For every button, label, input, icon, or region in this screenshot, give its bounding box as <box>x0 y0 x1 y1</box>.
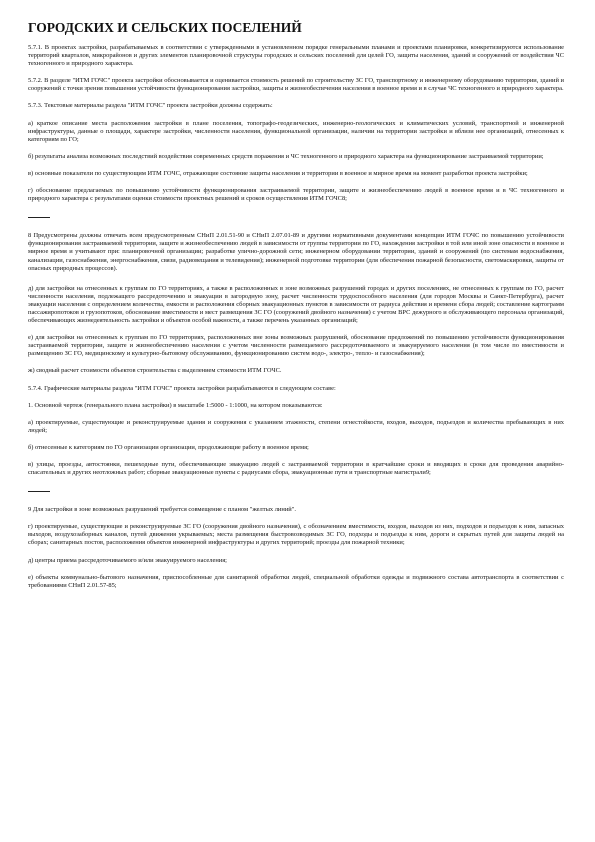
footnote-9: 9 Для застройки в зоне возможных разрушений требуется совмещение с планом "желтых линий". <box>28 506 296 514</box>
footnote-separator <box>28 491 50 492</box>
paragraph: 5.7.4. Графические материалы раздела "ИТМ ГОЧС" проекта застройки разрабатываются в следующем составе: <box>28 384 336 392</box>
paragraph: в) основные показатели по существующим ИТМ ГОЧС, отражающие состояние защиты населения и территории в военное и мирное время на момент разработки проекта застройки; <box>28 169 528 177</box>
footnote-8: 8 Предусмотрены должны отвечать всем предусмотренным СНиП 2.01.51-90 и СНиП 2.07.01-89 и другими нормативными документами концепции ИТМ ГОЧС по повышению устойчивости функционирования застраиваемой территории, защите и жизнеобеспечению людей в зависимости от группы территории по ГО, нахождения застройки в той или иной зоне опасности в военное и мирное время и учитывают при: планировочной организации; разработке улично-дорожной сети; инженерном оборудовании территории, зданий и сооружений (по системам водоснабжения, канализации, газоснабжения, энергоснабжения, связи, радиовещания и телевидения); инженерной подготовке территории (для обеспечения пожарной безопасности, светомаскировки, защиты от опасных природных процессов). <box>28 232 564 272</box>
paragraph: ж) сводный расчет стоимости объектов строительства с выделением стоимости ИТМ ГОЧС. <box>28 367 282 375</box>
footnote-8-and-continuation <box>28 232 564 477</box>
paragraph: г) обоснование предлагаемых по повышению устойчивости функционирования застраиваемой территории, защите и жизнеобеспечению людей в военное время и в ЧС техногенного и природного характера с результатами оценки стоимости проектных решений и сроков осуществления ИТМ ГОЧС8; <box>28 187 564 203</box>
paragraph: а) проектируемые, существующие и реконструируемые здания и сооружения с указанием этажности, степени огнестойкости, входов, выходов, подъездов и количества пребывающих в них людей; <box>28 418 564 434</box>
paragraph: 5.7.3. Текстовые материалы раздела "ИТМ ГОЧС" проекта застройки должны содержать: <box>28 102 273 110</box>
document-page <box>28 20 564 599</box>
page-title: ГОРОДСКИХ И СЕЛЬСКИХ ПОСЕЛЕНИЙ <box>28 20 302 35</box>
paragraph: е) объекты коммунально-бытового назначения, приспособленные для санитарной обработки людей, специальной обработки одежды и подвижного состава автотранспорта в соответствии с требованиями СНиП 2.01.57-85; <box>28 573 564 589</box>
paragraph: 5.7.1. В проектах застройки, разрабатываемых в соответствии с утвержденными в установленном порядке генеральными планами и проектами планировки, конкретизируются использование территорий кварталов, микрорайонов и других элементов планировочной структуры городских и сельских поселений для целей ГО, защиты населения, зданий и сооружений от воздействия ЧС техногенного и природного характера. <box>28 44 564 68</box>
paragraph: в) улицы, проезды, автостоянки, пешеходные пути, обеспечивающие эвакуацию людей с застраиваемой территории в кратчайшие сроки и вводящих в сроки для проведения аварийно-спасательных и других неотложных работ; сборные эвакуационные пункты с радиусами сбора, эвакуационные пути и транспортные магистрали9; <box>28 461 564 477</box>
paragraph: а) краткое описание места расположения застройки в плане поселения, топографо-геодезических, инженерно-геологических и климатических условий, транспортной и инженерной инфраструктуры, данные о площади, характере застройки, численности населения, функциональной организации, наличии на территории застройки и вблизи нее организаций, отнесенных к категориям по ГО; <box>28 119 564 143</box>
paragraph: 5.7.2. В разделе "ИТМ ГОЧС" проекта застройки обосновывается и оценивается стоимость решений по строительству ЗС ГО, транспортному и инженерному оборудованию территории, зданий и сооружений с точки зрения повышения устойчивости функционирования застройки, защиты и жизнеобеспечения населения в военное время и в случае ЧС техногенного и природного характера. <box>28 77 564 93</box>
paragraph: д) для застройки на отнесенных к группам по ГО территориях, а также в расположенных в зоне возможных разрушений городах и других поселениях, не отнесенных к группам по ГО, расчет численности населения, подлежащего рассредоточению и эвакуации в загородную зону, расчет численности трудоспособного населения (для городов Москвы и Санкт-Петербурга), расчет эвакуации населения с определением количества, емкости и расположения сборных эвакуационных пунктов в зависимости от радиуса действия и времени сбора людей; составление картограмм пассажиропотоков и грузопотоков, обоснование вместимости и мест размещения ЗС ГО (сооружений двойного назначения) с учетом ВРС дежурного и обслуживающего персонала организаций, обеспечивающих жизнедеятельность застройки и объектов особой важности, а также перечень указанных организаций; <box>28 284 564 325</box>
paragraph: е) для застройки на отнесенных к группам по ГО территориях, расположенных вне зоны возможных разрушений, обоснование предложений по повышению устойчивости функционирования застраиваемой территории, защите и жизнеобеспечению населения с учетом численности размещаемого рассредоточиваемого и эвакуируемого населения (в том числе по вместимости и размещению ЗС ГО, медицинскому и культурно-бытовому обслуживанию, функционированию систем водо-, электро-, тепло- и газоснабжения); <box>28 334 564 358</box>
paragraph: г) проектируемые, существующие и реконструируемые ЗС ГО (сооружения двойного назначения), с обозначением вместимости, входов, выходов из них, подходов и подъездов к ним, запасных выходов, воздухозаборных каналов, путей движения укрываемых; места размещения быстровозводимых ЗС ГО, подходы и подъезды к ним, дороги и скрытых путей для защиты людей на сборах; санитарных постов, расположения объектов инженерной инфраструктуры и других территорий; проезды для пожарной техники; <box>28 523 564 547</box>
section-5-7-text <box>28 44 564 203</box>
paragraph: б) отнесенные к категориям по ГО организации организации, продолжающие работу в военное время; <box>28 443 309 451</box>
footnote-9-and-continuation <box>28 506 564 590</box>
paragraph: д) центры приема рассредоточиваемого и/или эвакуируемого населения; <box>28 556 227 564</box>
paragraph: 1. Основной чертеж (генерального плана застройки) в масштабе 1:5000 - 1:1000, на котором показываются: <box>28 401 323 409</box>
footnote-separator <box>28 217 50 218</box>
paragraph: б) результаты анализа возможных последствий воздействия современных средств поражения и ЧС техногенного и природного характера на функционирование застраиваемой территории; <box>28 152 544 160</box>
